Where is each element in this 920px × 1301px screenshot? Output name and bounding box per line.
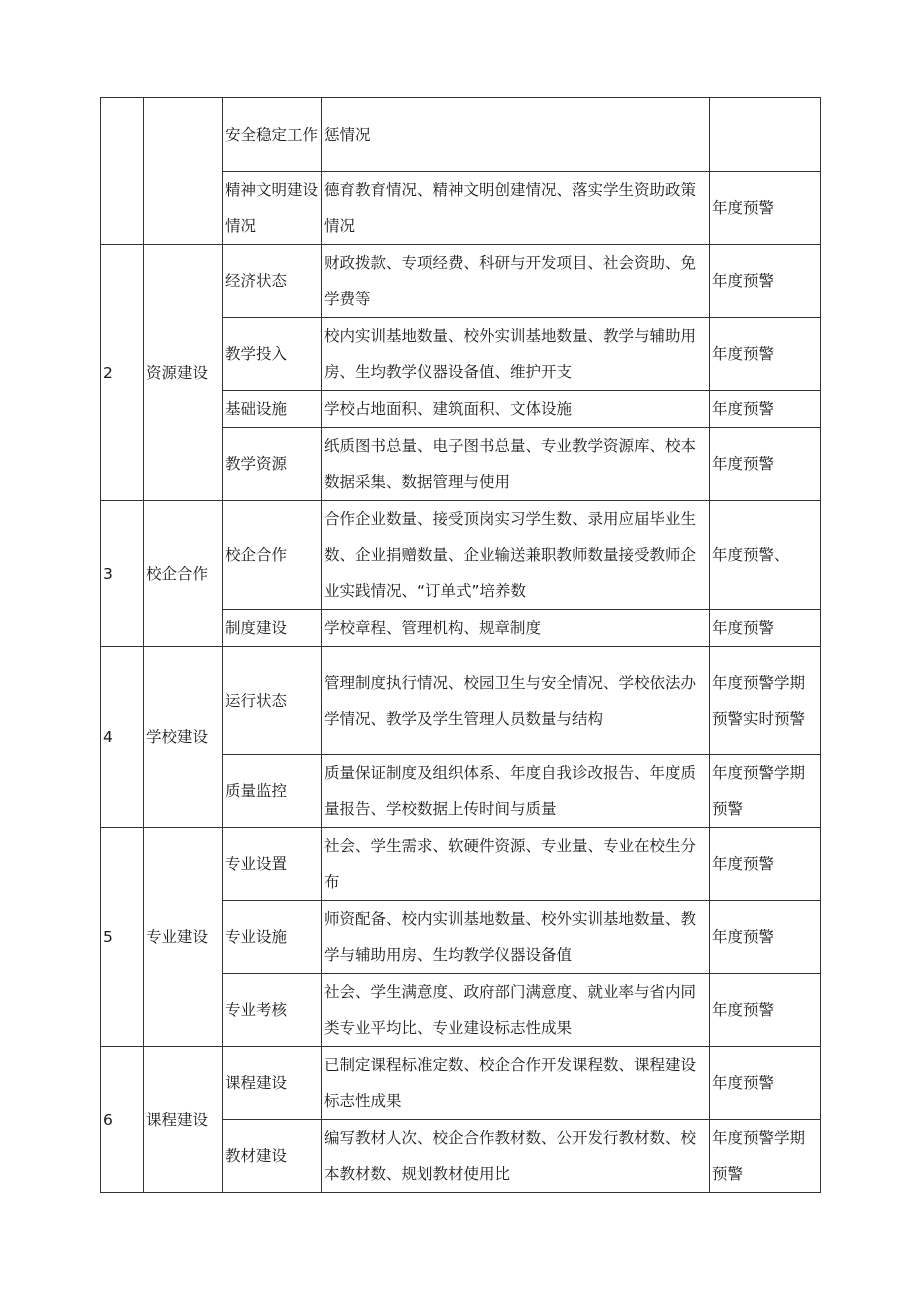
content-cell: 纸质图书总量、电子图书总量、专业教学资源库、校本数据采集、数据管理与使用 — [322, 428, 710, 501]
item-cell: 校企合作 — [223, 501, 322, 610]
warning-cell: 年度预警、 — [710, 501, 821, 610]
row-number-cell: 4 — [101, 647, 144, 828]
warning-cell: 年度预警 — [710, 318, 821, 391]
warning-cell: 年度预警 — [710, 428, 821, 501]
row-number-cell: 3 — [101, 501, 144, 647]
warning-cell: 年度预警 — [710, 245, 821, 318]
warning-cell: 年度预警 — [710, 391, 821, 428]
item-cell: 教学资源 — [223, 428, 322, 501]
row-number-cell: 5 — [101, 828, 144, 1047]
content-cell: 管理制度执行情况、校园卫生与安全情况、学校依法办学情况、教学及学生管理人员数量与结构 — [322, 647, 710, 755]
row-number-cell — [101, 98, 144, 245]
warning-cell: 年度预警学期预警 — [710, 1120, 821, 1193]
warning-cell: 年度预警 — [710, 974, 821, 1047]
item-cell: 专业设施 — [223, 901, 322, 974]
content-cell: 社会、学生需求、软硬件资源、专业量、专业在校生分布 — [322, 828, 710, 901]
table-row — [101, 1047, 821, 1120]
table-row — [101, 245, 821, 318]
category-cell: 专业建设 — [144, 828, 223, 1047]
warning-cell — [710, 98, 821, 172]
category-cell — [144, 98, 223, 245]
warning-cell: 年度预警学期预警实时预警 — [710, 647, 821, 755]
content-cell: 学校占地面积、建筑面积、文体设施 — [322, 391, 710, 428]
content-cell: 校内实训基地数量、校外实训基地数量、教学与辅助用房、生均教学仪器设备值、维护开支 — [322, 318, 710, 391]
item-cell: 基础设施 — [223, 391, 322, 428]
item-cell: 制度建设 — [223, 610, 322, 647]
warning-cell: 年度预警 — [710, 610, 821, 647]
table-row — [101, 501, 821, 610]
item-cell: 安全稳定工作 — [223, 98, 322, 172]
item-cell: 课程建设 — [223, 1047, 322, 1120]
item-cell: 教材建设 — [223, 1120, 322, 1193]
item-cell: 专业考核 — [223, 974, 322, 1047]
content-cell: 学校章程、管理机构、规章制度 — [322, 610, 710, 647]
warning-cell: 年度预警 — [710, 901, 821, 974]
content-cell: 社会、学生满意度、政府部门满意度、就业率与省内同类专业平均比、专业建设标志性成果 — [322, 974, 710, 1047]
row-number-cell: 2 — [101, 245, 144, 501]
category-cell: 资源建设 — [144, 245, 223, 501]
content-cell: 财政拨款、专项经费、科研与开发项目、社会资助、免学费等 — [322, 245, 710, 318]
content-cell: 质量保证制度及组织体系、年度自我诊改报告、年度质量报告、学校数据上传时间与质量 — [322, 755, 710, 828]
item-cell: 经济状态 — [223, 245, 322, 318]
table-row — [101, 828, 821, 901]
warning-cell: 年度预警 — [710, 1047, 821, 1120]
content-cell: 师资配备、校内实训基地数量、校外实训基地数量、教学与辅助用房、生均教学仪器设备值 — [322, 901, 710, 974]
content-cell: 德育教育情况、精神文明创建情况、落实学生资助政策情况 — [322, 172, 710, 245]
content-cell: 合作企业数量、接受顶岗实习学生数、录用应届毕业生数、企业捐赠数量、企业输送兼职教师数量接受教师企业实践情况、“订单式”培养数 — [322, 501, 710, 610]
content-cell: 惩情况 — [322, 98, 710, 172]
content-cell: 编写教材人次、校企合作教材数、公开发行教材数、校本教材数、规划教材使用比 — [322, 1120, 710, 1193]
table-row — [101, 98, 821, 172]
table-row — [101, 647, 821, 755]
category-cell: 课程建设 — [144, 1047, 223, 1193]
item-cell: 质量监控 — [223, 755, 322, 828]
warning-cell: 年度预警 — [710, 828, 821, 901]
indicator-table — [100, 97, 821, 1193]
warning-cell: 年度预警 — [710, 172, 821, 245]
item-cell: 专业设置 — [223, 828, 322, 901]
item-cell: 运行状态 — [223, 647, 322, 755]
item-cell: 精神文明建设情况 — [223, 172, 322, 245]
content-cell: 已制定课程标准定数、校企合作开发课程数、课程建设标志性成果 — [322, 1047, 710, 1120]
row-number-cell: 6 — [101, 1047, 144, 1193]
warning-cell: 年度预警学期预警 — [710, 755, 821, 828]
item-cell: 教学投入 — [223, 318, 322, 391]
category-cell: 校企合作 — [144, 501, 223, 647]
category-cell: 学校建设 — [144, 647, 223, 828]
